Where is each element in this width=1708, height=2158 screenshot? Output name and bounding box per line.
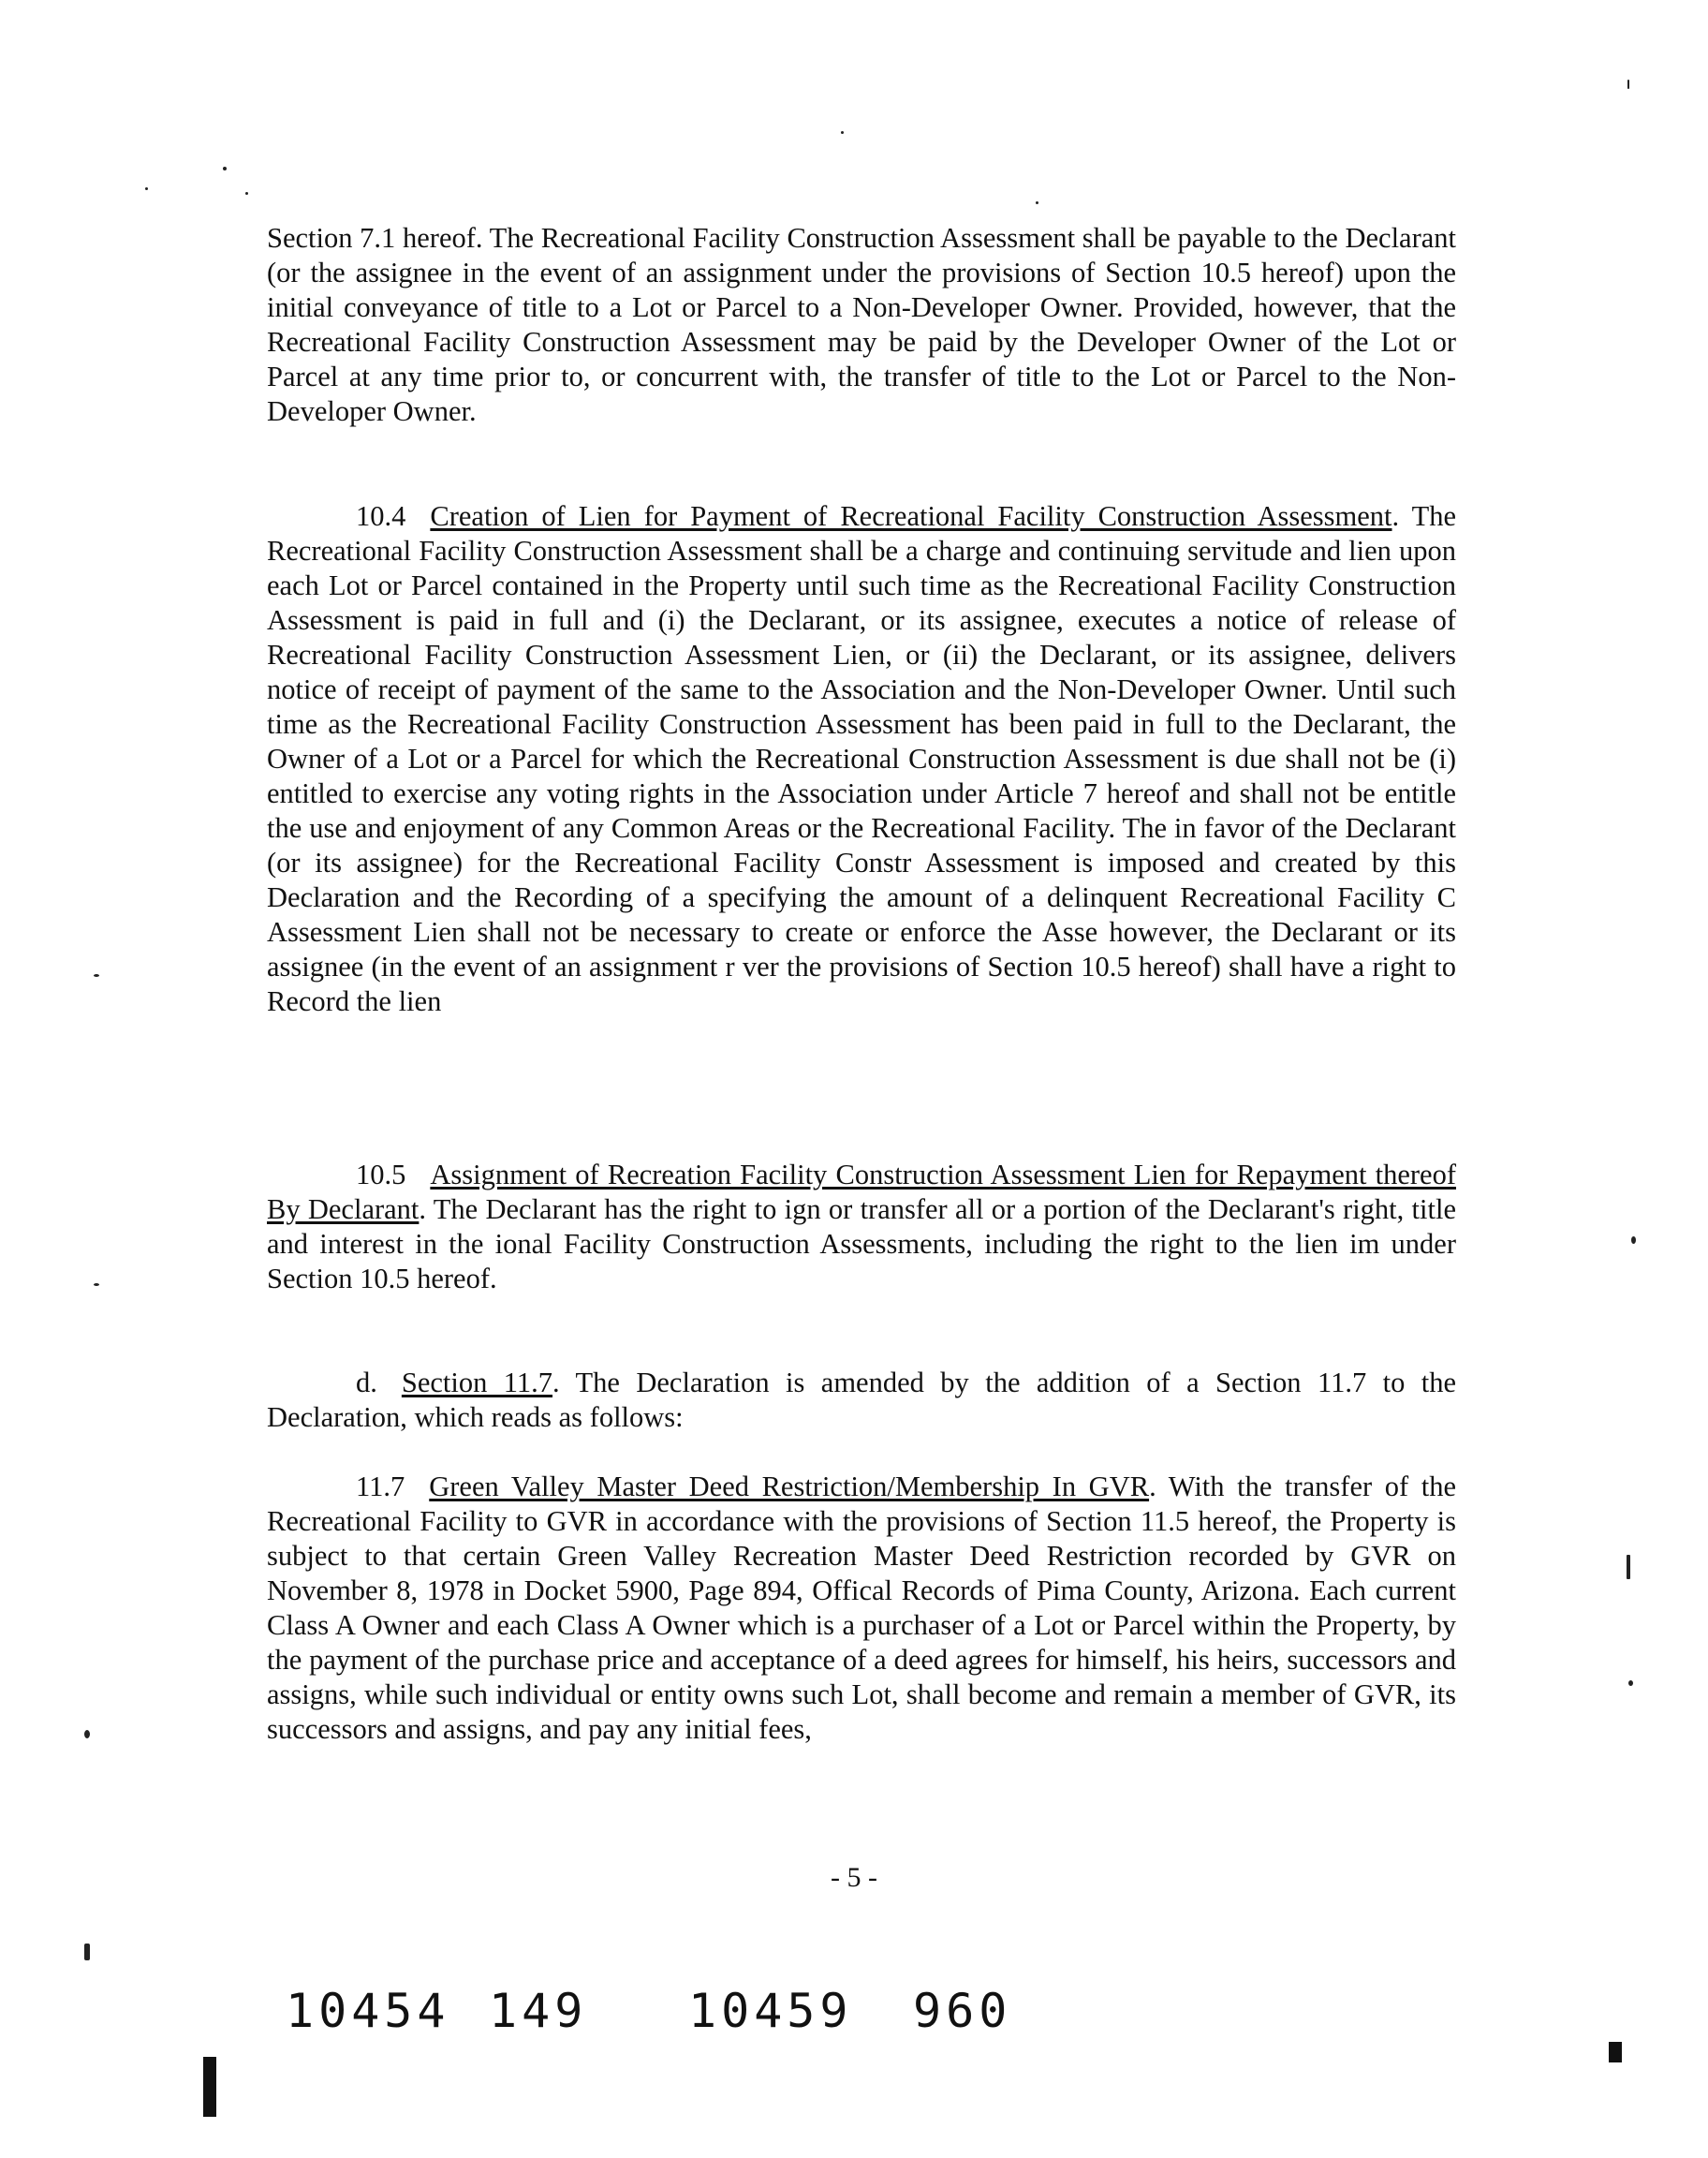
- scan-speck: [245, 192, 248, 195]
- item-d-heading: Section 11.7: [401, 1367, 553, 1398]
- item-d-body: The Declaration is amended by the addition of a Section 11.7 to the Declaration, which reads as follows:: [267, 1367, 1457, 1433]
- recording-number-2: 149: [489, 1984, 588, 2038]
- item-d-paragraph: d. Section 11.7. The Declaration is amended by the addition of a Section 11.7 to the Declaration, which reads as follows:: [267, 1367, 1457, 1433]
- section-11-7-heading: Green Valley Master Deed Restriction/Membership In GVR: [429, 1471, 1150, 1502]
- scan-speck: [145, 187, 148, 190]
- scan-speck: [223, 167, 227, 170]
- scan-speck: [84, 1944, 90, 1960]
- section-10-5-number: 10.5: [356, 1159, 406, 1190]
- scan-speck: [94, 1283, 99, 1286]
- scan-speck: [841, 131, 844, 134]
- section-10-5-body: The Declarant has the right to ign or transfer all or a portion of the Declarant's right, title and interest in the ional Facility Construction Assessments, including the right to the lien im under Section 10.5 hereof.: [267, 1193, 1456, 1294]
- section-10-4-number: 10.4: [356, 500, 406, 532]
- section-10-5-heading: Assignment of Recreation Facility Construction Assessment Lien for Repayment thereof By Declarant: [267, 1159, 1456, 1225]
- scan-speck: [1627, 80, 1629, 89]
- scan-speck: [84, 1730, 90, 1738]
- scan-speck: [94, 974, 99, 977]
- section-11-7-number: 11.7: [356, 1471, 405, 1502]
- scan-speck: [1627, 1555, 1630, 1579]
- scan-speck: [1628, 1680, 1633, 1686]
- section-11-7: 11.7 Green Valley Master Deed Restriction/Membership In GVR. With the transfer of the Recreational Facility to GVR in accordance with the provisions of Section 11.5 hereof, the Property is subject to that certain Green Valley Recreation Master Deed Restriction recorded by GVR on November 8, 1978 in Docket 5900, Page 894, Offical Records of Pima County, Arizona. Each current Class A Owner and each Class A Owner which is a purchaser of a Lot or Parcel within the Property, by the payment of the purchase price and acceptance of a deed agrees for himself, his heirs, successors and assigns, while such individual or entity owns such Lot, shall become and remain a member of GVR, its successors and assigns, and pay any initial fees,: [267, 1471, 1457, 1745]
- continuation-paragraph: Section 7.1 hereof. The Recreational Facility Construction Assessment shall be payable to the Declarant (or the assignee in the event of an assignment under the provisions of Section 10.5 hereof) upon the initial conveyance of title to a Lot or Parcel to a Non-Developer Owner. Provided, however, that the Recreational Facility Construction Assessment may be paid by the Developer Owner of the Lot or Parcel at any time prior to, or concurrent with, the transfer of title to the Lot or Parcel to the Non-Developer Owner.: [267, 222, 1456, 427]
- item-d-label: d.: [356, 1367, 377, 1398]
- section-10-5: 10.5 Assignment of Recreation Facility Construction Assessment Lien for Repayment thereof By Declarant. The Declarant has the right to ign or transfer all or a portion of the Declarant's right, title and interest in the ional Facility Construction Assessments, including the right to the lien im under Section 10.5 hereof.: [267, 1159, 1456, 1294]
- scan-mark-left: [203, 2057, 216, 2117]
- section-10-4: 10.4 Creation of Lien for Payment of Recreational Facility Construction Assessment. The Recreational Facility Construction Assessment shall be a charge and continuing servitude and lien upon each Lot or Parcel contained in the Property until such time as the Recreational Facility Construction Assessment is paid in full and (i) the Declarant, or its assignee, executes a notice of release of Recreational Facility Construction Assessment Lien, or (ii) the Declarant, or its assignee, delivers notice of receipt of payment of the same to the Association and the Non-Developer Owner. Until such time as the Recreational Facility Construction Assessment has been paid in full to the Declarant, the Owner of a Lot or a Parcel for which the Recreational Construction Assessment is due shall not be (i) entitled to exercise any voting rights in the Association under Article 7 hereof and shall not be entitle the use and enjoyment of any Common Areas or the Recreational Facility. The in favor of the Declarant (or its assignee) for the Recreational Facility Constr Assessment is imposed and created by this Declaration and the Recording of a specifying the amount of a delinquent Recreational Facility C Assessment Lien shall not be necessary to create or enforce the Asse however, the Declarant or its assignee (in the event of an assignment r ver the provisions of Section 10.5 hereof) shall have a right to Record the lien: [267, 500, 1456, 1017]
- recording-number-1: 10454: [286, 1984, 450, 2038]
- recording-number-3: 10459: [688, 1984, 853, 2038]
- scan-speck: [1631, 1236, 1636, 1244]
- scan-mark-right: [1609, 2042, 1622, 2062]
- page-number: - 5 -: [831, 1862, 877, 1893]
- section-10-4-body: The Recreational Facility Construction Assessment shall be a charge and continuing servitude and lien upon each Lot or Parcel contained in the Property until such time as the Recreational Facility Construction Assessment is paid in full and (i) the Declarant, or its assignee, executes a notice of release of Recreational Facility Construction Assessment Lien, or (ii) the Declarant, or its assignee, delivers notice of receipt of payment of the same to the Association and the Non-Developer Owner. Until such time as the Recreational Facility Construction Assessment has been paid in full to the Declarant, the Owner of a Lot or a Parcel for which the Recreational Construction Assessment is due shall not be (i) entitled to exercise any voting rights in the Association under Article 7 hereof and shall not be entitle the use and enjoyment of any Common Areas or the Recreational Facility. The in favor of the Declarant (or its assignee) for the Recreational Facility Constr Assessment is imposed and created by this Declaration and the Recording of a specifying the amount of a delinquent Recreational Facility C Assessment Lien shall not be necessary to create or enforce the Asse however, the Declarant or its assignee (in the event of an assignment r ver the provisions of Section 10.5 hereof) shall have a right to Record the lien: [267, 500, 1456, 1017]
- recording-number-4: 960: [913, 1984, 1012, 2038]
- section-10-4-heading: Creation of Lien for Payment of Recreational Facility Construction Assessment: [430, 500, 1392, 532]
- scan-speck: [1036, 201, 1038, 204]
- section-11-7-body: With the transfer of the Recreational Facility to GVR in accordance with the provisions of Section 11.5 hereof, the Property is subject to that certain Green Valley Recreation Master Deed Restriction recorded by GVR on November 8, 1978 in Docket 5900, Page 894, Offical Records of Pima County, Arizona. Each current Class A Owner and each Class A Owner which is a purchaser of a Lot or Parcel within the Property, by the payment of the purchase price and acceptance of a deed agrees for himself, his heirs, successors and assigns, while such individual or entity owns such Lot, shall become and remain a member of GVR, its successors and assigns, and pay any initial fees,: [267, 1471, 1457, 1745]
